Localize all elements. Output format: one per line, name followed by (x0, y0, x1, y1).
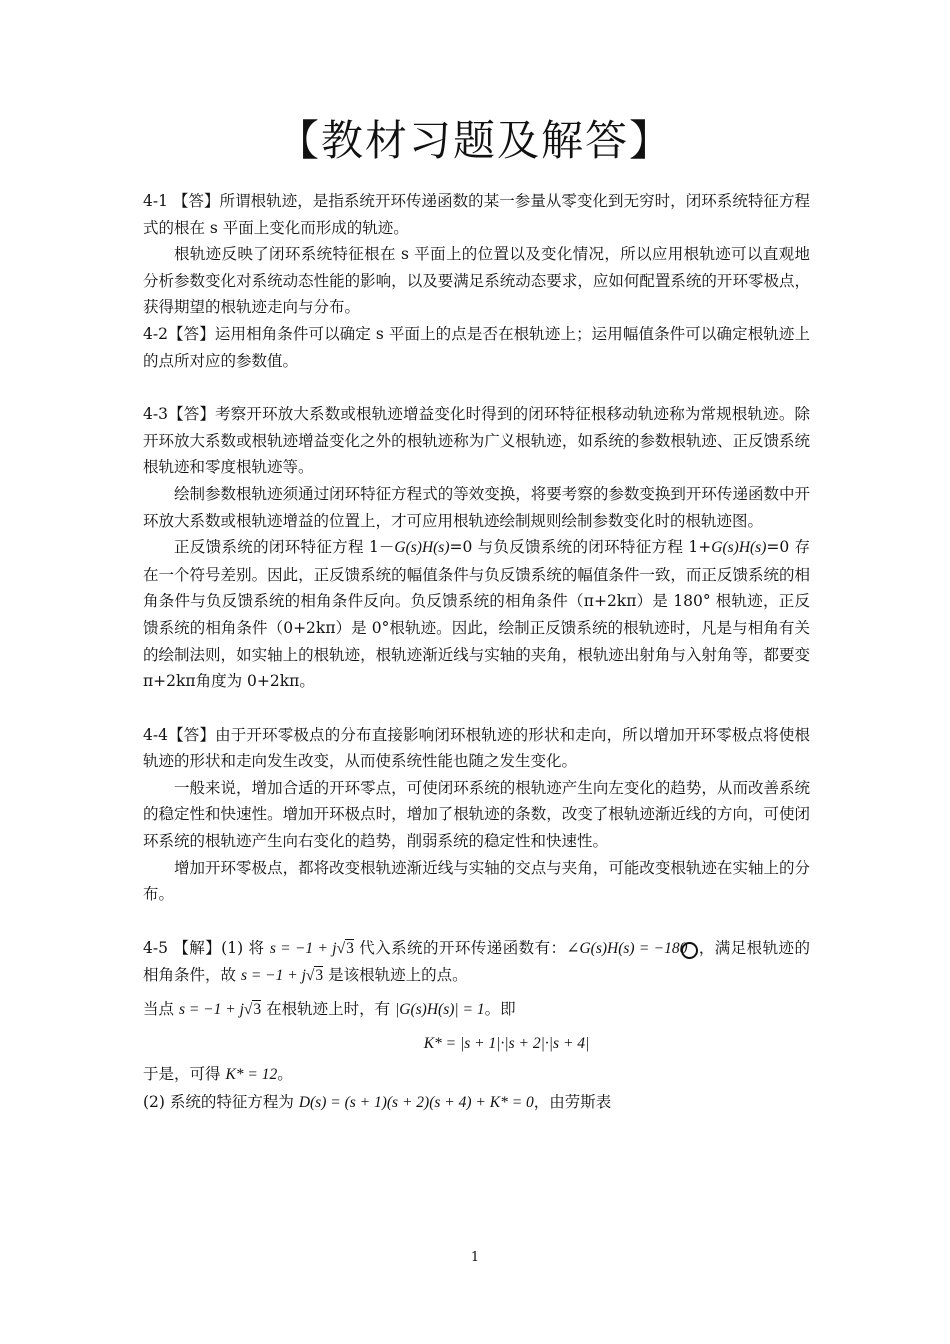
q45-gain-equation: K* = |s + 1|·|s + 2|·|s + 4| (423, 1034, 590, 1052)
q45-line3: 于是，可得 K* = 12。 (143, 1065, 293, 1084)
q45-line2: 当点 s = −1 + j√3 在根轨迹上时，有 |G(s)H(s)| = 1。即 (143, 1000, 516, 1019)
q44-answer: 4-4【答】由于开环零极点的分布直接影响闭环根轨迹的形状和走向，所以增加开环零极点将使根轨迹的形状和走向发生改变，从而使系统性能也随之发生变化。 (143, 725, 810, 771)
q43-positive-feedback: 正反馈系统的闭环特征方程 1－G(s)H(s)=0 与负反馈系统的闭环特征方程 1+G(s)H(s)=0 存在一个符号差别。因此，正反馈系统的幅值条件与负反馈系统的幅值条件一致，而正反馈系统的相角条件与负反馈系统的相角条件反向。负反馈系统的相角条件（π+2kπ）是 180° 根轨迹，正反馈系统的相角条件（0+2kπ）是 0°根轨迹。因此，绘制正反馈系统的根轨迹时，凡是与相角有关的绘制法则，如实轴上的根轨迹，根轨迹渐近线与实轴的夹角，根轨迹出射角与入射角等，都要变π+2kπ角度为 0+2kπ。 (143, 538, 810, 691)
page-title: 【教材习题及解答】 (276, 116, 673, 165)
q42-answer: 4-2【答】运用相角条件可以确定 s 平面上的点是否在根轨迹上；运用幅值条件可以确定根轨迹上的点所对应的参数值。 (143, 324, 810, 370)
q44-zeros-poles: 一般来说，增加合适的开环零点，可使闭环系统的根轨迹产生向左变化的趋势，从而改善系统的稳定性和快速性。增加开环极点时，增加了根轨迹的条数，改变了根轨迹渐近线的方向，可使闭环系统的根轨迹产生向右变化的趋势，削弱系统的稳定性和快速性。 (143, 778, 810, 851)
degree-circle-icon (681, 942, 698, 959)
q41-answer: 4-1 【答】所谓根轨迹，是指系统开环传递函数的某一参量从零变化到无穷时，闭环系统特征方程式的根在 s 平面上变化而形成的轨迹。 (143, 192, 810, 237)
document-body (143, 188, 810, 1116)
q44-asymptotes: 增加开环零极点，都将改变根轨迹渐近线与实轴的交点与夹角，可能改变根轨迹在实轴上的分布。 (143, 858, 810, 904)
q41-explanation: 根轨迹反映了闭环系统特征根在 s 平面上的位置以及变化情况，所以应用根轨迹可以直观地分析参数变化对系统动态性能的影响，以及要满足系统动态要求，应如何配置系统的开环零极点，获得期望的根轨迹走向与分布。 (143, 245, 810, 317)
q43-answer: 4-3【答】考察开环放大系数或根轨迹增益变化时得到的闭环特征根移动轨迹称为常规根轨迹。除开环放大系数或根轨迹增益变化之外的根轨迹称为广义根轨迹，如系统的参数根轨迹、正反馈系统根轨迹和零度根轨迹等。 (143, 405, 810, 477)
page-number: 1 (470, 1250, 480, 1265)
q45-line4: (2) 系统的特征方程为 D(s) = (s + 1)(s + 2)(s + 4) + K* = 0，由劳斯表 (143, 1092, 612, 1111)
q45-line1: 4-5 【解】(1) 将 s = −1 + j√3 代入系统的开环传递函数有：∠G(s)H(s) = −180 ，满足根轨迹的相角条件，故 s = −1 + j√3 是该根轨迹上的点。 (143, 938, 810, 985)
q43-param-locus: 绘制参数根轨迹须通过闭环特征方程式的等效变换，将要考察的参数变换到开环传递函数中开环放大系数或根轨迹增益的位置上，才可应用根轨迹绘制规则绘制参数变化时的根轨迹图。 (143, 484, 810, 530)
